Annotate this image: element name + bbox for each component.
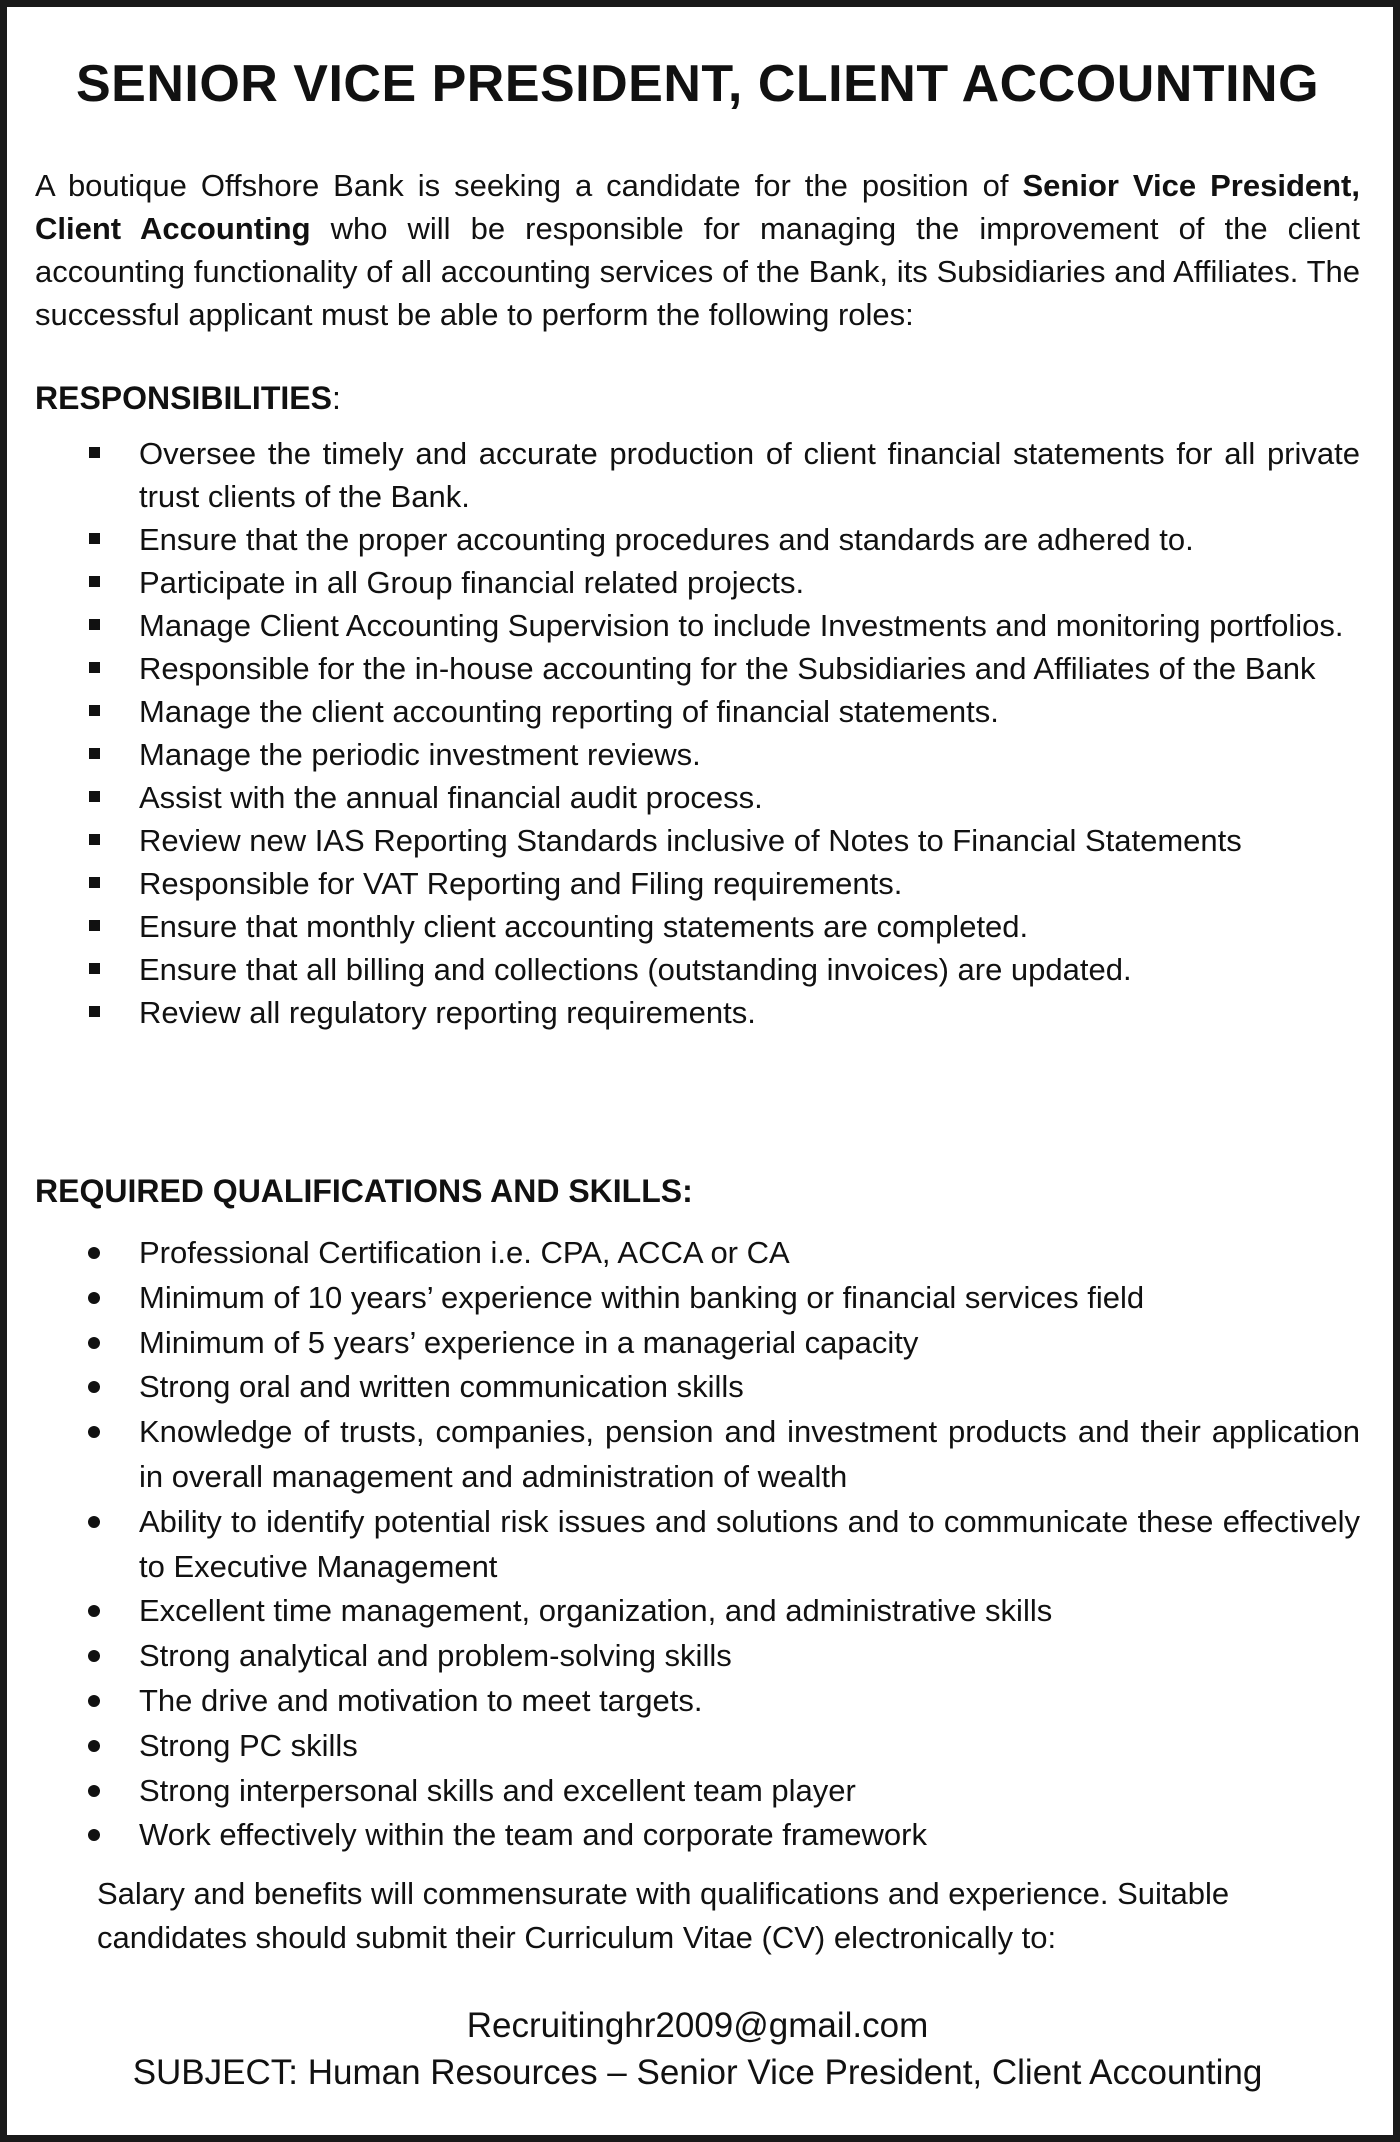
qualification-text: The drive and motivation to meet targets. [139,1682,703,1718]
intro-paragraph [35,164,1360,336]
list-item [35,1500,1360,1590]
responsibilities-heading [35,377,341,419]
square-bullet-icon [89,1006,100,1017]
qualification-text: Minimum of 10 years’ experience within banking or financial services field [139,1279,1145,1315]
responsibility-text: Participate in all Group financial related projects. [139,565,805,600]
contact-email[interactable]: Recruitinghr2009@gmail.com [466,2006,929,2045]
list-item [35,776,1360,819]
qualification-text: Professional Certification i.e. CPA, ACCA or CA [139,1235,790,1270]
page-title: SENIOR VICE PRESIDENT, CLIENT ACCOUNTING [75,55,1320,113]
responsibility-text: Assist with the annual financial audit process. [139,780,763,815]
list-item [35,733,1360,776]
list-item [35,647,1360,690]
qualification-text: Work effectively within the team and corporate framework [139,1817,927,1853]
round-bullet-icon [88,1292,100,1304]
square-bullet-icon [89,963,100,974]
square-bullet-icon [89,533,100,544]
qualification-text: Strong analytical and problem-solving skills [139,1638,732,1674]
closing-paragraph: Salary and benefits will commensurate with qualifications and experience. Suitable candidates should submit their Curriculum Vitae (CV) electronically to: [97,1876,1230,1955]
qualification-text: Ability to identify potential risk issues and solutions and to communicate these effectively to Executive Management [139,1503,1360,1584]
list-item [35,604,1360,647]
list-item [35,819,1360,862]
round-bullet-icon [88,1426,100,1438]
list-item [35,1231,1360,1276]
list-item [35,1679,1360,1724]
qualification-text: Strong interpersonal skills and excellent team player [139,1772,856,1808]
list-item [35,518,1360,561]
round-bullet-icon [88,1381,100,1393]
list-item [35,905,1360,948]
list-item [35,1276,1360,1321]
qualifications-heading: REQUIRED QUALIFICATIONS AND SKILLS: [35,1173,693,1209]
list-item [35,561,1360,604]
round-bullet-icon [88,1829,100,1841]
list-item [35,1813,1360,1858]
round-bullet-icon [88,1695,100,1707]
list-item [35,1321,1360,1366]
list-item [35,690,1360,733]
qualification-text: Excellent time management, organization, and administrative skills [139,1593,1053,1629]
responsibility-text: Review all regulatory reporting requirements. [139,995,756,1030]
square-bullet-icon [89,705,100,716]
square-bullet-icon [89,662,100,673]
responsibility-text: Manage Client Accounting Supervision to include Investments and monitoring portfolios. [139,608,1344,643]
responsibility-text: Ensure that the proper accounting procedures and standards are adhered to. [139,522,1194,557]
square-bullet-icon [89,920,100,931]
round-bullet-icon [88,1785,100,1797]
list-item [35,1724,1360,1769]
responsibility-text: Review new IAS Reporting Standards inclusive of Notes to Financial Statements [139,823,1242,858]
responsibility-text: Responsible for the in-house accounting for the Subsidiaries and Affiliates of the Bank [139,651,1316,686]
qualification-text: Knowledge of trusts, companies, pension and investment products and their application in overall management and administration of wealth [139,1414,1360,1494]
square-bullet-icon [89,748,100,759]
responsibility-text: Ensure that monthly client accounting statements are completed. [139,909,1029,944]
list-item [35,862,1360,905]
list-item [35,432,1360,518]
round-bullet-icon [88,1740,100,1752]
list-item [35,1634,1360,1679]
round-bullet-icon [88,1605,100,1617]
qualification-text: Strong oral and written communication skills [139,1369,744,1405]
list-item [35,948,1360,991]
round-bullet-icon [88,1337,100,1349]
responsibility-text: Ensure that all billing and collections (outstanding invoices) are updated. [139,952,1132,987]
intro-text-start: A boutique Offshore Bank is seeking a candidate for the position of [35,168,1023,203]
list-item [35,1410,1360,1500]
qualification-text: Strong PC skills [139,1727,358,1763]
list-item [35,991,1360,1034]
square-bullet-icon [89,877,100,888]
responsibility-text: Manage the client accounting reporting of financial statements. [139,694,999,729]
responsibilities-heading-colon: : [331,380,341,416]
qualification-text: Minimum of 5 years’ experience in a managerial capacity [139,1324,919,1360]
responsibility-text: Oversee the timely and accurate production of client financial statements for all private trust clients of the Bank. [139,436,1360,514]
intro-text-end: who will be responsible for managing the improvement of the client accounting functionality of all accounting services of the Bank, its Subsidiaries and Affiliates. The successful applicant must be able to perform the following roles: [35,211,1360,332]
round-bullet-icon [88,1247,100,1259]
intro-position-name: Senior Vice President, Client Accounting [35,168,1360,246]
responsibility-text: Responsible for VAT Reporting and Filing requirements. [139,866,903,901]
list-item [35,1365,1360,1410]
responsibilities-list [35,432,1360,1034]
square-bullet-icon [89,791,100,802]
square-bullet-icon [89,447,100,458]
round-bullet-icon [88,1516,100,1528]
qualifications-list [35,1231,1360,1858]
contact-subject-line: SUBJECT: Human Resources – Senior Vice President, Client Accounting [132,2053,1263,2092]
round-bullet-icon [88,1650,100,1662]
responsibilities-heading-text: RESPONSIBILITIES [35,380,332,416]
square-bullet-icon [89,576,100,587]
square-bullet-icon [89,834,100,845]
list-item [35,1589,1360,1634]
list-item [35,1769,1360,1814]
square-bullet-icon [89,619,100,630]
responsibility-text: Manage the periodic investment reviews. [139,737,701,772]
